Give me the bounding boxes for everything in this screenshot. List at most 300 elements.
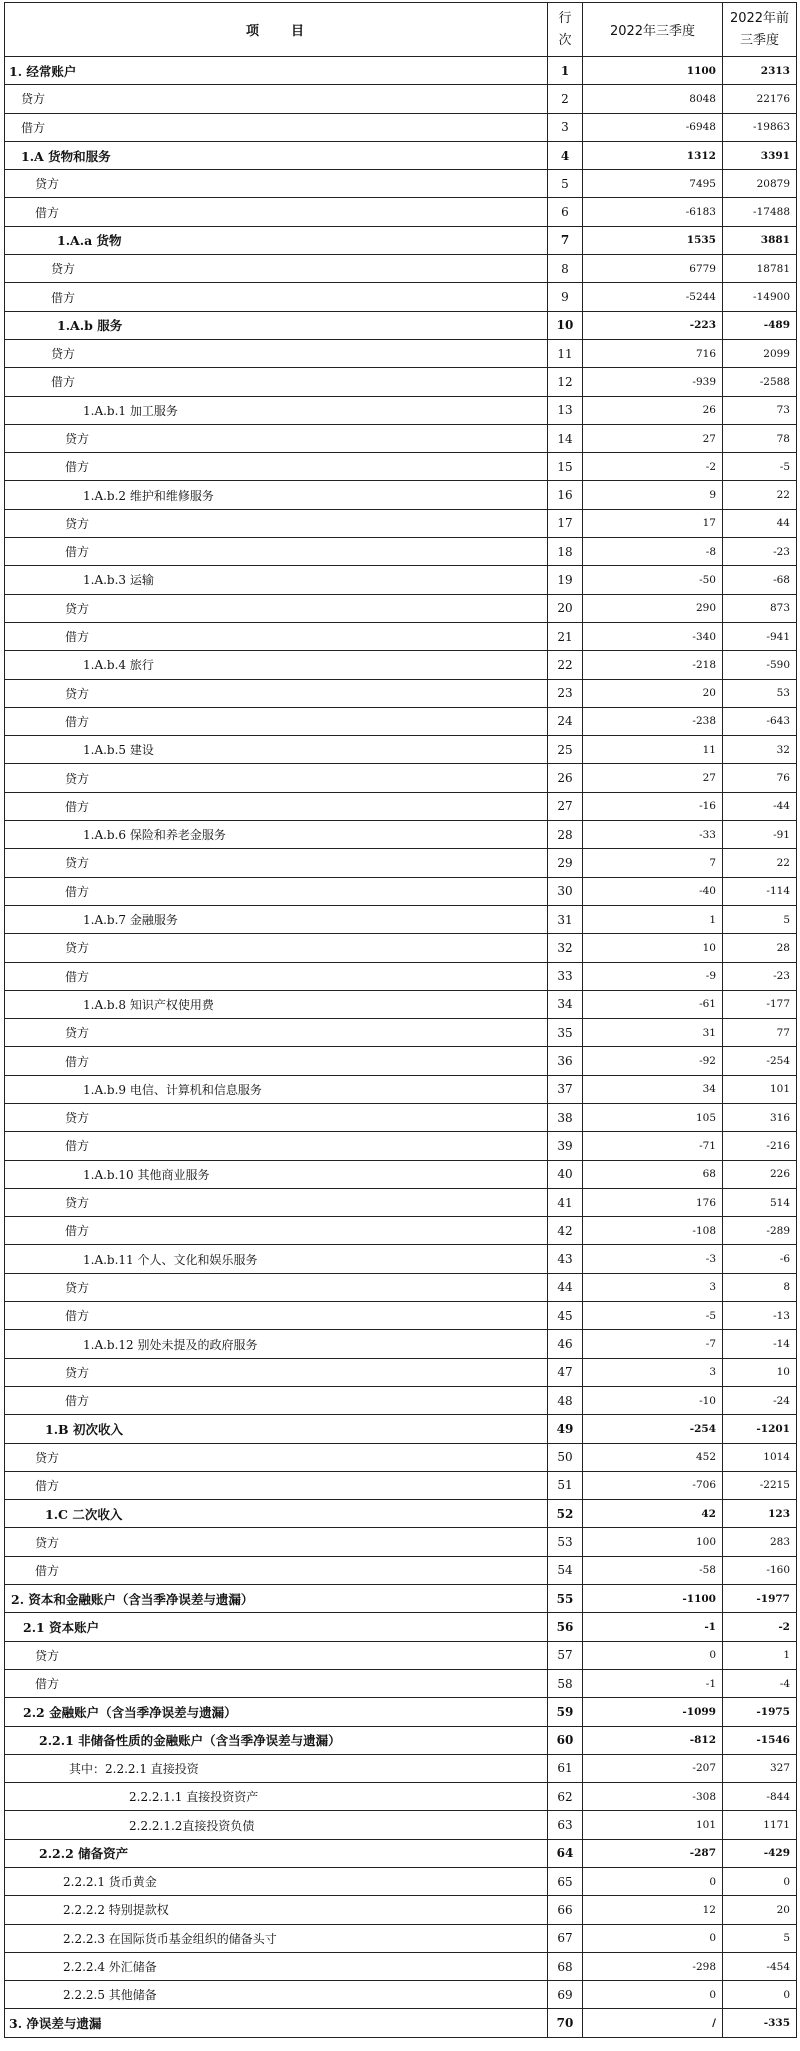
row-label: 借方 xyxy=(5,368,548,396)
row-number: 28 xyxy=(548,821,583,849)
value-ytd: 2099 xyxy=(723,339,797,367)
row-label: 1.A.b.11 个人、文化和娱乐服务 xyxy=(5,1245,548,1273)
header-ytd xyxy=(723,3,797,57)
row-number: 54 xyxy=(548,1556,583,1584)
table-row xyxy=(5,651,797,679)
table-row xyxy=(5,1188,797,1216)
row-label: 借方 xyxy=(5,283,548,311)
table-row xyxy=(5,622,797,650)
table-row xyxy=(5,1952,797,1980)
row-number: 11 xyxy=(548,339,583,367)
table-row xyxy=(5,538,797,566)
row-label: 贷方 xyxy=(5,679,548,707)
row-label: 贷方 xyxy=(5,170,548,198)
value-ytd: -114 xyxy=(723,877,797,905)
table-row xyxy=(5,764,797,792)
table-row xyxy=(5,311,797,339)
table-row xyxy=(5,1839,797,1867)
value-ytd: 76 xyxy=(723,764,797,792)
value-ytd: 3391 xyxy=(723,141,797,169)
row-number: 15 xyxy=(548,453,583,481)
value-q3: -61 xyxy=(583,990,723,1018)
row-number: 10 xyxy=(548,311,583,339)
value-q3: -7 xyxy=(583,1330,723,1358)
row-label: 借方 xyxy=(5,1132,548,1160)
row-number: 29 xyxy=(548,849,583,877)
value-q3: 27 xyxy=(583,424,723,452)
row-label: 贷方 xyxy=(5,1019,548,1047)
row-label: 贷方 xyxy=(5,1528,548,1556)
row-label: 贷方 xyxy=(5,1358,548,1386)
value-ytd: 22 xyxy=(723,481,797,509)
value-q3: -308 xyxy=(583,1783,723,1811)
row-number: 18 xyxy=(548,538,583,566)
row-number: 56 xyxy=(548,1613,583,1641)
value-q3: 34 xyxy=(583,1075,723,1103)
header-row xyxy=(5,3,797,57)
value-q3: -58 xyxy=(583,1556,723,1584)
value-ytd: 78 xyxy=(723,424,797,452)
row-number: 49 xyxy=(548,1415,583,1443)
table-row xyxy=(5,1132,797,1160)
table-row xyxy=(5,1047,797,1075)
table-row xyxy=(5,792,797,820)
row-label: 借方 xyxy=(5,1556,548,1584)
table-row xyxy=(5,113,797,141)
value-ytd: 8 xyxy=(723,1273,797,1301)
value-ytd: 226 xyxy=(723,1160,797,1188)
table-row xyxy=(5,141,797,169)
value-ytd: 514 xyxy=(723,1188,797,1216)
table-row xyxy=(5,821,797,849)
row-number: 4 xyxy=(548,141,583,169)
row-number: 5 xyxy=(548,170,583,198)
row-label: 贷方 xyxy=(5,85,548,113)
table-row xyxy=(5,1217,797,1245)
table-row xyxy=(5,481,797,509)
table-row xyxy=(5,1075,797,1103)
value-q3: -254 xyxy=(583,1415,723,1443)
row-number: 42 xyxy=(548,1217,583,1245)
row-label: 1.A.b.1 加工服务 xyxy=(5,396,548,424)
value-q3: -108 xyxy=(583,1217,723,1245)
row-label: 1.A 货物和服务 xyxy=(5,141,548,169)
row-label: 1.C 二次收入 xyxy=(5,1500,548,1528)
table-row xyxy=(5,934,797,962)
row-number: 68 xyxy=(548,1952,583,1980)
row-label: 贷方 xyxy=(5,1273,548,1301)
header-row-number xyxy=(548,3,583,57)
value-q3: 20 xyxy=(583,679,723,707)
value-q3: 6779 xyxy=(583,255,723,283)
row-number: 2 xyxy=(548,85,583,113)
row-label: 借方 xyxy=(5,198,548,226)
value-ytd: -216 xyxy=(723,1132,797,1160)
value-ytd: 2313 xyxy=(723,57,797,85)
row-label: 贷方 xyxy=(5,339,548,367)
value-ytd: -68 xyxy=(723,566,797,594)
table-row xyxy=(5,1811,797,1839)
value-ytd: -429 xyxy=(723,1839,797,1867)
value-ytd: 873 xyxy=(723,594,797,622)
value-ytd: 123 xyxy=(723,1500,797,1528)
value-q3: -40 xyxy=(583,877,723,905)
value-ytd: 28 xyxy=(723,934,797,962)
row-label: 借方 xyxy=(5,1047,548,1075)
row-label: 贷方 xyxy=(5,1188,548,1216)
row-number: 27 xyxy=(548,792,583,820)
value-q3: 452 xyxy=(583,1443,723,1471)
value-ytd: -1977 xyxy=(723,1585,797,1613)
value-ytd: 5 xyxy=(723,905,797,933)
value-q3: 1100 xyxy=(583,57,723,85)
row-label: 1.A.b.3 运输 xyxy=(5,566,548,594)
table-row xyxy=(5,1783,797,1811)
value-q3: 3 xyxy=(583,1273,723,1301)
row-number: 39 xyxy=(548,1132,583,1160)
row-label: 贷方 xyxy=(5,1641,548,1669)
value-ytd: -91 xyxy=(723,821,797,849)
row-number: 21 xyxy=(548,622,583,650)
value-q3: 716 xyxy=(583,339,723,367)
value-q3: 176 xyxy=(583,1188,723,1216)
row-label: 1.B 初次收入 xyxy=(5,1415,548,1443)
row-number: 20 xyxy=(548,594,583,622)
table-row xyxy=(5,962,797,990)
row-number: 70 xyxy=(548,2009,583,2037)
table-row xyxy=(5,594,797,622)
row-label: 借方 xyxy=(5,792,548,820)
value-q3: 0 xyxy=(583,1641,723,1669)
table-row xyxy=(5,1500,797,1528)
row-number: 8 xyxy=(548,255,583,283)
row-number: 46 xyxy=(548,1330,583,1358)
table-row xyxy=(5,905,797,933)
value-ytd: -2588 xyxy=(723,368,797,396)
row-number: 14 xyxy=(548,424,583,452)
value-ytd: -44 xyxy=(723,792,797,820)
row-label: 贷方 xyxy=(5,934,548,962)
value-ytd: -289 xyxy=(723,1217,797,1245)
value-ytd: 44 xyxy=(723,509,797,537)
balance-of-payments-table xyxy=(4,2,797,2038)
value-ytd: 3881 xyxy=(723,226,797,254)
row-label: 2.2.1 非储备性质的金融账户（含当季净误差与遗漏） xyxy=(5,1726,548,1754)
value-ytd: -23 xyxy=(723,538,797,566)
row-number: 50 xyxy=(548,1443,583,1471)
row-label: 1.A.b.4 旅行 xyxy=(5,651,548,679)
row-number: 36 xyxy=(548,1047,583,1075)
value-ytd: 10 xyxy=(723,1358,797,1386)
row-number: 51 xyxy=(548,1471,583,1499)
value-ytd: 20 xyxy=(723,1896,797,1924)
header-q3: 2022年三季度 xyxy=(583,3,723,57)
value-q3: 100 xyxy=(583,1528,723,1556)
row-label: 1.A.b.9 电信、计算机和信息服务 xyxy=(5,1075,548,1103)
value-ytd: -160 xyxy=(723,1556,797,1584)
value-q3: 7495 xyxy=(583,170,723,198)
row-number: 40 xyxy=(548,1160,583,1188)
row-label: 贷方 xyxy=(5,849,548,877)
row-label: 1.A.b.6 保险和养老金服务 xyxy=(5,821,548,849)
row-label: 2.2.2.1.2直接投资负债 xyxy=(5,1811,548,1839)
row-number: 63 xyxy=(548,1811,583,1839)
row-label: 借方 xyxy=(5,1386,548,1414)
table-header xyxy=(5,3,797,57)
value-q3: -33 xyxy=(583,821,723,849)
row-number: 32 xyxy=(548,934,583,962)
value-q3: 1535 xyxy=(583,226,723,254)
row-label: 2.2.2.1 货币黄金 xyxy=(5,1868,548,1896)
value-ytd: -14 xyxy=(723,1330,797,1358)
row-number: 59 xyxy=(548,1698,583,1726)
value-q3: -1 xyxy=(583,1613,723,1641)
value-ytd: 101 xyxy=(723,1075,797,1103)
row-label: 2.2.2.1.1 直接投资资产 xyxy=(5,1783,548,1811)
value-q3: -238 xyxy=(583,707,723,735)
table-row xyxy=(5,453,797,481)
table-row xyxy=(5,198,797,226)
row-label: 贷方 xyxy=(5,255,548,283)
row-label: 其中：2.2.2.1 直接投资 xyxy=(5,1754,548,1782)
table-row xyxy=(5,1726,797,1754)
row-label: 贷方 xyxy=(5,594,548,622)
value-q3: 101 xyxy=(583,1811,723,1839)
value-q3: 1312 xyxy=(583,141,723,169)
row-number: 65 xyxy=(548,1868,583,1896)
value-ytd: 20879 xyxy=(723,170,797,198)
value-ytd: -2 xyxy=(723,1613,797,1641)
row-number: 44 xyxy=(548,1273,583,1301)
value-ytd: 77 xyxy=(723,1019,797,1047)
table-row xyxy=(5,1245,797,1273)
value-ytd: -6 xyxy=(723,1245,797,1273)
row-number: 38 xyxy=(548,1103,583,1131)
row-number: 62 xyxy=(548,1783,583,1811)
value-ytd: 22176 xyxy=(723,85,797,113)
row-number: 41 xyxy=(548,1188,583,1216)
row-label: 1.A.b.5 建设 xyxy=(5,736,548,764)
table-row xyxy=(5,509,797,537)
value-ytd: 1171 xyxy=(723,1811,797,1839)
table-row xyxy=(5,1669,797,1697)
row-label: 2.2.2 储备资产 xyxy=(5,1839,548,1867)
row-number: 57 xyxy=(548,1641,583,1669)
table-row xyxy=(5,1160,797,1188)
row-label: 2.1 资本账户 xyxy=(5,1613,548,1641)
row-number: 66 xyxy=(548,1896,583,1924)
value-ytd: 0 xyxy=(723,1868,797,1896)
table-row xyxy=(5,368,797,396)
table-row xyxy=(5,2009,797,2037)
value-q3: 8048 xyxy=(583,85,723,113)
value-ytd: -177 xyxy=(723,990,797,1018)
value-ytd: -17488 xyxy=(723,198,797,226)
value-ytd: -1546 xyxy=(723,1726,797,1754)
row-number: 19 xyxy=(548,566,583,594)
value-q3: -5244 xyxy=(583,283,723,311)
value-q3: 290 xyxy=(583,594,723,622)
value-ytd: -1201 xyxy=(723,1415,797,1443)
value-q3: 27 xyxy=(583,764,723,792)
row-label: 1.A.b 服务 xyxy=(5,311,548,339)
row-number: 7 xyxy=(548,226,583,254)
value-ytd: 283 xyxy=(723,1528,797,1556)
value-q3: -9 xyxy=(583,962,723,990)
value-q3: -8 xyxy=(583,538,723,566)
row-number: 34 xyxy=(548,990,583,1018)
value-ytd: -941 xyxy=(723,622,797,650)
value-q3: 68 xyxy=(583,1160,723,1188)
value-q3: -939 xyxy=(583,368,723,396)
value-q3: -706 xyxy=(583,1471,723,1499)
row-number: 24 xyxy=(548,707,583,735)
table-row xyxy=(5,1273,797,1301)
value-q3: -50 xyxy=(583,566,723,594)
row-number: 6 xyxy=(548,198,583,226)
row-label: 2.2.2.3 在国际货币基金组织的储备头寸 xyxy=(5,1924,548,1952)
row-number: 33 xyxy=(548,962,583,990)
row-label: 借方 xyxy=(5,453,548,481)
value-q3: -2 xyxy=(583,453,723,481)
value-q3: -218 xyxy=(583,651,723,679)
row-number: 67 xyxy=(548,1924,583,1952)
row-label: 1.A.b.2 维护和维修服务 xyxy=(5,481,548,509)
row-label: 2.2.2.2 特别提款权 xyxy=(5,1896,548,1924)
table-row xyxy=(5,1358,797,1386)
table-row xyxy=(5,849,797,877)
row-label: 1.A.b.10 其他商业服务 xyxy=(5,1160,548,1188)
value-q3: -340 xyxy=(583,622,723,650)
value-q3: 7 xyxy=(583,849,723,877)
table-row xyxy=(5,396,797,424)
row-number: 60 xyxy=(548,1726,583,1754)
row-number: 25 xyxy=(548,736,583,764)
table-row xyxy=(5,170,797,198)
row-label: 借方 xyxy=(5,707,548,735)
value-q3: 0 xyxy=(583,1868,723,1896)
table-row xyxy=(5,1443,797,1471)
table-row xyxy=(5,283,797,311)
row-number: 61 xyxy=(548,1754,583,1782)
value-q3: -10 xyxy=(583,1386,723,1414)
table-row xyxy=(5,1981,797,2009)
value-q3: 10 xyxy=(583,934,723,962)
value-ytd: -23 xyxy=(723,962,797,990)
value-ytd: 32 xyxy=(723,736,797,764)
table-row xyxy=(5,424,797,452)
row-label: 贷方 xyxy=(5,509,548,537)
row-label: 贷方 xyxy=(5,1443,548,1471)
row-number: 17 xyxy=(548,509,583,537)
table-row xyxy=(5,736,797,764)
header-ytd-line1: 2022年前 xyxy=(729,10,790,26)
table-row xyxy=(5,707,797,735)
value-ytd: 316 xyxy=(723,1103,797,1131)
table-row xyxy=(5,339,797,367)
value-q3: -1 xyxy=(583,1669,723,1697)
value-ytd: -590 xyxy=(723,651,797,679)
row-label: 借方 xyxy=(5,962,548,990)
table-row xyxy=(5,1302,797,1330)
row-label: 借方 xyxy=(5,622,548,650)
value-ytd: 18781 xyxy=(723,255,797,283)
row-label: 2.2 金融账户（含当季净误差与遗漏） xyxy=(5,1698,548,1726)
value-ytd: -1975 xyxy=(723,1698,797,1726)
row-label: 贷方 xyxy=(5,1103,548,1131)
value-q3: -6183 xyxy=(583,198,723,226)
value-ytd: 0 xyxy=(723,1981,797,2009)
value-q3: -71 xyxy=(583,1132,723,1160)
row-number: 69 xyxy=(548,1981,583,2009)
row-number: 45 xyxy=(548,1302,583,1330)
value-q3: -5 xyxy=(583,1302,723,1330)
table-row xyxy=(5,1019,797,1047)
table-row xyxy=(5,255,797,283)
row-label: 借方 xyxy=(5,538,548,566)
row-number: 12 xyxy=(548,368,583,396)
value-ytd: -489 xyxy=(723,311,797,339)
row-label: 借方 xyxy=(5,1669,548,1697)
row-label: 1.A.b.12 别处未提及的政府服务 xyxy=(5,1330,548,1358)
row-number: 52 xyxy=(548,1500,583,1528)
row-number: 55 xyxy=(548,1585,583,1613)
value-ytd: -5 xyxy=(723,453,797,481)
value-q3: / xyxy=(583,2009,723,2037)
row-label: 2.2.2.4 外汇储备 xyxy=(5,1952,548,1980)
table-row xyxy=(5,1471,797,1499)
table-row xyxy=(5,1698,797,1726)
value-q3: 17 xyxy=(583,509,723,537)
value-ytd: 53 xyxy=(723,679,797,707)
value-q3: -6948 xyxy=(583,113,723,141)
value-q3: 0 xyxy=(583,1981,723,2009)
table-row xyxy=(5,1330,797,1358)
table-row xyxy=(5,877,797,905)
value-q3: -298 xyxy=(583,1952,723,1980)
table-row xyxy=(5,990,797,1018)
row-label: 借方 xyxy=(5,877,548,905)
row-number: 53 xyxy=(548,1528,583,1556)
table-row xyxy=(5,1103,797,1131)
row-label: 1.A.a 货物 xyxy=(5,226,548,254)
value-q3: -3 xyxy=(583,1245,723,1273)
value-q3: 12 xyxy=(583,1896,723,1924)
table-row xyxy=(5,1585,797,1613)
header-ytd-line2: 三季度 xyxy=(739,32,779,48)
row-number: 1 xyxy=(548,57,583,85)
value-q3: -16 xyxy=(583,792,723,820)
value-ytd: -335 xyxy=(723,2009,797,2037)
table-row xyxy=(5,226,797,254)
row-label: 贷方 xyxy=(5,764,548,792)
value-ytd: 22 xyxy=(723,849,797,877)
row-label: 3. 净误差与遗漏 xyxy=(5,2009,548,2037)
table-row xyxy=(5,1415,797,1443)
table-row xyxy=(5,1924,797,1952)
row-number: 64 xyxy=(548,1839,583,1867)
value-q3: -287 xyxy=(583,1839,723,1867)
row-number: 30 xyxy=(548,877,583,905)
value-q3: -812 xyxy=(583,1726,723,1754)
row-label: 2. 资本和金融账户（含当季净误差与遗漏） xyxy=(5,1585,548,1613)
value-ytd: -254 xyxy=(723,1047,797,1075)
value-q3: -1099 xyxy=(583,1698,723,1726)
value-q3: -207 xyxy=(583,1754,723,1782)
table-row xyxy=(5,679,797,707)
table-row xyxy=(5,1386,797,1414)
value-q3: -223 xyxy=(583,311,723,339)
